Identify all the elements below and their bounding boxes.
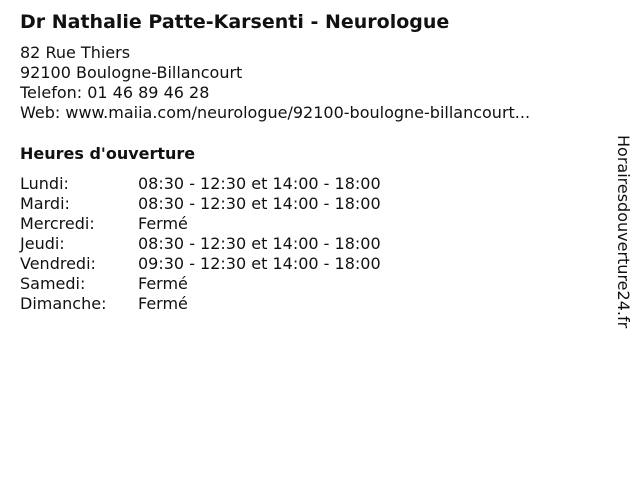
time-value: Fermé xyxy=(138,294,188,313)
time-value: 08:30 - 12:30 et 14:00 - 18:00 xyxy=(138,174,381,193)
day-label: Dimanche: xyxy=(20,294,107,313)
day-label: Samedi: xyxy=(20,274,86,293)
day-label: Lundi: xyxy=(20,174,69,193)
city-address: 92100 Boulogne-Billancourt xyxy=(20,63,243,82)
day-label: Jeudi: xyxy=(20,234,65,253)
website-link[interactable]: Web: www.maiia.com/neurologue/92100-boulogne-billancourt... xyxy=(20,103,531,122)
time-value: 08:30 - 12:30 et 14:00 - 18:00 xyxy=(138,194,381,213)
time-value: 08:30 - 12:30 et 14:00 - 18:00 xyxy=(138,234,381,253)
address-block xyxy=(20,43,530,123)
time-value: 09:30 - 12:30 et 14:00 - 18:00 xyxy=(138,254,381,273)
page-title: Dr Nathalie Patte-Karsenti - Neurologue xyxy=(20,11,450,33)
phone-number: Telefon: 01 46 89 46 28 xyxy=(20,83,210,102)
street-address: 82 Rue Thiers xyxy=(20,43,131,62)
site-watermark: Horairesdouverture24.fr xyxy=(614,135,633,329)
time-value: Fermé xyxy=(138,274,188,293)
day-label: Vendredi: xyxy=(20,254,96,273)
hours-heading: Heures d'ouverture xyxy=(20,144,196,163)
day-label: Mardi: xyxy=(20,194,70,213)
time-value: Fermé xyxy=(138,214,188,233)
day-label: Mercredi: xyxy=(20,214,95,233)
